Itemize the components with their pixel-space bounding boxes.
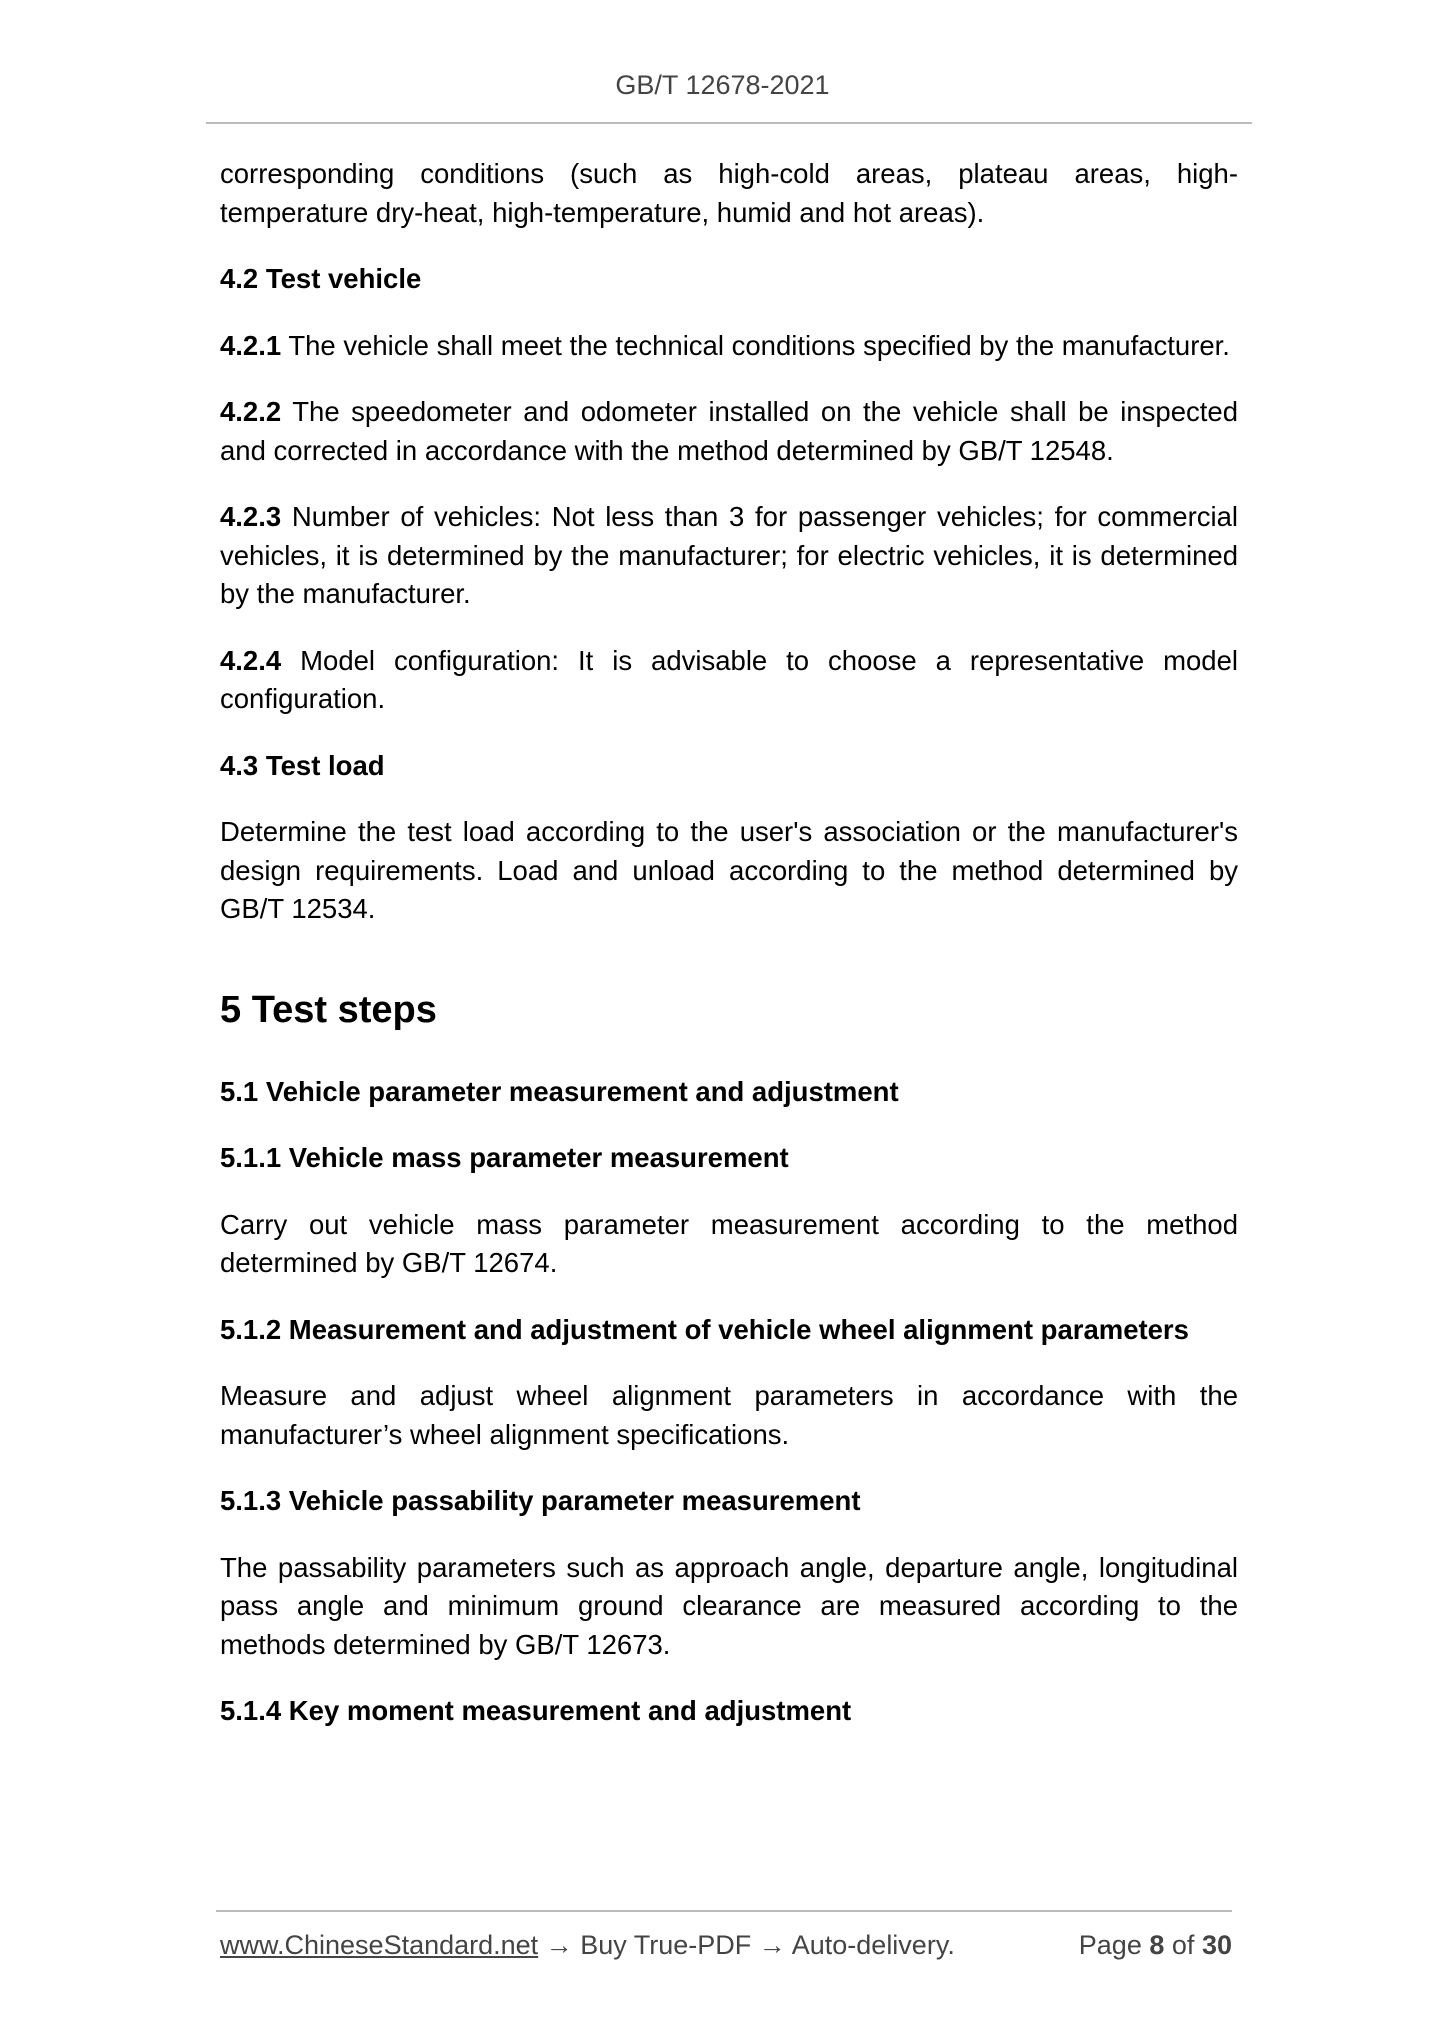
promo-text: → Buy True-PDF → Auto-delivery. xyxy=(538,1930,955,1960)
chapter-5-heading: 5 Test steps xyxy=(220,988,437,1031)
clause-number: 4.2.4 xyxy=(220,644,282,676)
section-5-1-2-heading: 5.1.2 Measurement and adjustment of vehicle wheel alignment parameters xyxy=(220,1313,1189,1345)
footer-divider xyxy=(216,1910,1232,1912)
clause-number: 4.2.1 xyxy=(220,329,282,361)
section-5-1-4-heading: 5.1.4 Key moment measurement and adjustment xyxy=(220,1695,852,1726)
clause-4-2-4 xyxy=(220,642,1238,719)
clause-text: Number of vehicles: Not less than 3 for passenger vehicles; for commercial vehicles, it is determined by the manufacturer; for electric vehicles, it is determined by the manufacturer. xyxy=(220,501,1238,609)
page-indicator xyxy=(1079,1930,1232,1961)
clause-4-2-1 xyxy=(220,327,1238,366)
page-footer xyxy=(220,1930,1232,1961)
clause-number: 4.2.2 xyxy=(220,396,282,427)
section-5-1-3-paragraph: The passability parameters such as approach angle, departure angle, longitudinal pass angle and minimum ground clearance are measured according to the methods determined by GB/T 12673. xyxy=(220,1551,1238,1660)
page-number: 8 xyxy=(1149,1930,1165,1960)
section-5-1-heading: 5.1 Vehicle parameter measurement and adjustment xyxy=(220,1075,899,1107)
website-link[interactable]: www.ChineseStandard.net xyxy=(220,1930,539,1960)
total-pages: 30 xyxy=(1201,1930,1232,1960)
section-5-1-1-heading: 5.1.1 Vehicle mass parameter measurement xyxy=(220,1142,789,1173)
clause-4-2-3 xyxy=(220,498,1238,614)
page-header: GB/T 12678-2021 xyxy=(615,70,830,100)
continuation-paragraph: corresponding conditions (such as high-cold areas, plateau areas, high-temperature dry-heat, high-temperature, humid and hot areas). xyxy=(220,158,1238,228)
section-5-1-1-paragraph: Carry out vehicle mass parameter measurement according to the method determined by GB/T 12674. xyxy=(220,1208,1238,1278)
clause-text: The vehicle shall meet the technical conditions specified by the manufacturer. xyxy=(281,329,1230,361)
of-label: of xyxy=(1171,1930,1195,1960)
clause-number: 4.2.3 xyxy=(220,501,282,532)
section-4-2-heading: 4.2 Test vehicle xyxy=(220,263,422,294)
section-4-3-paragraph: Determine the test load according to the user's association or the manufacturer's design requirements. Load and unload according to the method determined by GB/T 12534. xyxy=(220,816,1238,924)
clause-text: The speedometer and odometer installed on the vehicle shall be inspected and corrected in accordance with the method determined by GB/T 12548. xyxy=(220,396,1238,466)
document-body xyxy=(220,155,1238,1731)
section-4-3-heading: 4.3 Test load xyxy=(220,749,385,781)
page-label: Page xyxy=(1078,1930,1142,1960)
section-5-1-2-paragraph: Measure and adjust wheel alignment parameters in accordance with the manufacturer’s wheel alignment specifications. xyxy=(220,1380,1238,1450)
clause-text: Model configuration: It is advisable to choose a representative model configuration. xyxy=(220,644,1238,714)
header-divider xyxy=(206,122,1252,124)
section-5-1-3-heading: 5.1.3 Vehicle passability parameter measurement xyxy=(220,1485,861,1516)
clause-4-2-2 xyxy=(220,393,1238,470)
